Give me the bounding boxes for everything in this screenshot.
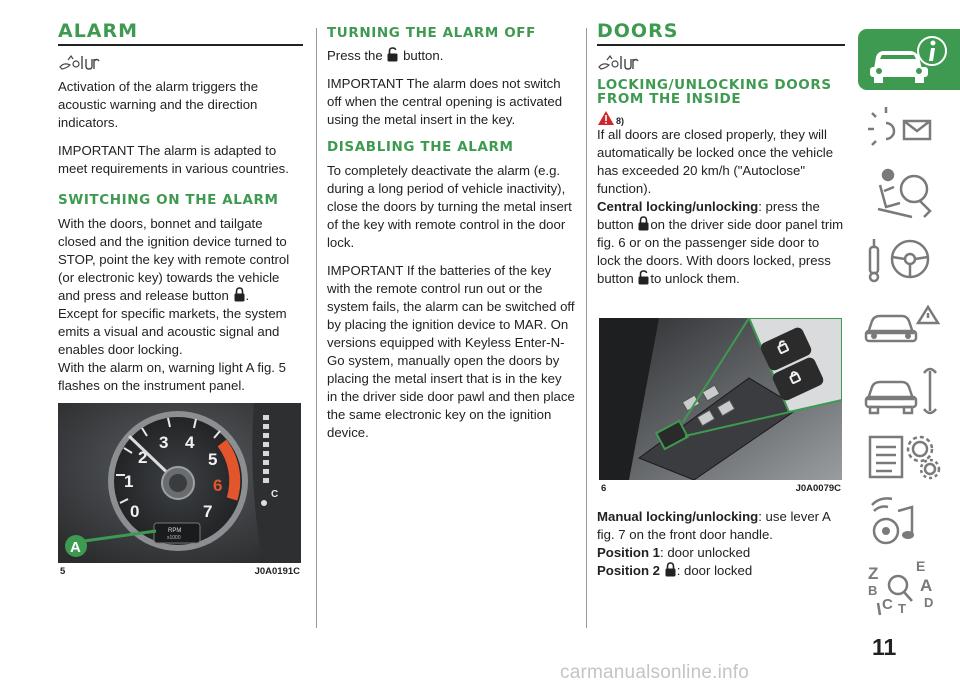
- figure-6-caption: [601, 483, 841, 494]
- figure-5-caption: [60, 566, 300, 577]
- column-doors: [597, 0, 845, 288]
- index-letter-c: C: [882, 596, 893, 613]
- central-text-b: on the driver side door panel trim fig. 6 or on the passenger side door to lock the doors. With doors locked, press button: [597, 217, 844, 286]
- figure-6-number: 6: [601, 483, 607, 494]
- alphabetical-index-icon: [858, 557, 960, 619]
- central-locking-label: Central locking/unlocking: [597, 199, 759, 214]
- figure-5-number: 5: [60, 566, 66, 577]
- elum-variant-icon: [597, 52, 639, 72]
- position-2-label: Position 2: [597, 563, 661, 578]
- car-accident-icon: [858, 293, 960, 354]
- temperature-c-label: C: [271, 489, 279, 500]
- padlock-icon: [638, 216, 649, 231]
- turn-off-important: IMPORTANT The alarm does not switch off when the central opening is activated using the metal insert in the key.: [327, 76, 563, 127]
- tab-servicing[interactable]: [858, 359, 960, 420]
- column-alarm: [58, 0, 303, 395]
- tab-safety[interactable]: [858, 161, 960, 222]
- position-2-desc: : door locked: [676, 563, 753, 578]
- dial-number-4: 4: [185, 433, 195, 452]
- dial-number-6: 6: [213, 476, 223, 495]
- index-letter-a: A: [920, 576, 933, 595]
- watermark: carmanualsonline.info: [560, 662, 750, 683]
- manual-locking-label: Manual locking/unlocking: [597, 509, 759, 524]
- airbag-safety-icon: [858, 161, 960, 222]
- elum-variant-icon: [58, 52, 100, 72]
- dial-number-3: 3: [159, 433, 169, 452]
- warning-ref-number: 8): [616, 116, 625, 126]
- tab-specifications[interactable]: [858, 425, 960, 486]
- central-locking-text: [597, 198, 845, 288]
- turn-off-text-b: button.: [403, 48, 444, 63]
- steering-wheel-key-icon: [858, 227, 960, 288]
- heading-turning-off: TURNING THE ALARM OFF: [327, 25, 536, 41]
- door-switch-illustration: [599, 318, 842, 480]
- tab-starting-driving[interactable]: [858, 227, 960, 288]
- turn-off-text: [327, 47, 575, 65]
- index-letter-z: Z: [868, 564, 879, 583]
- tab-index[interactable]: [858, 557, 960, 619]
- callout-a: A: [70, 539, 81, 556]
- specifications-gear-icon: [858, 425, 960, 486]
- index-letter-b: B: [868, 583, 878, 598]
- open-padlock-icon: [387, 47, 398, 62]
- car-info-icon: [858, 29, 960, 90]
- warning-reference: [597, 110, 845, 126]
- disabling-text: To completely deactivate the alarm (e.g. during a long period of vehicle inactivity), close the doors by turning the metal insert of the key with remote control in the door lock.: [327, 163, 572, 250]
- dial-number-0: 0: [130, 502, 140, 521]
- central-text-a: : press the button: [597, 199, 820, 232]
- tachometer-illustration: [58, 403, 301, 563]
- warning-light-text: With the alarm on, warning light A fig. 5 flashes on the instrument panel.: [58, 360, 286, 393]
- section-title-alarm: ALARM: [58, 0, 303, 46]
- padlock-icon: [665, 562, 676, 577]
- central-text-c: to unlock them.: [650, 271, 740, 286]
- alarm-important: IMPORTANT The alarm is adapted to meet requirements in various countries.: [58, 143, 289, 176]
- turn-off-text-a: Press the: [327, 48, 383, 63]
- autoclose-text: If all doors are closed properly, they will automatically be locked once the vehicle has exceeded 20 km/h ("Autoclose" function).: [597, 127, 834, 196]
- padlock-icon: [234, 287, 245, 302]
- index-letter-e: E: [916, 558, 926, 574]
- index-letter-d: D: [924, 595, 934, 610]
- manual-locking-block: [597, 508, 845, 580]
- column-alarm-off: [327, 0, 575, 442]
- figure-5-instrument-panel: [58, 403, 301, 563]
- heading-disabling: DISABLING THE ALARM: [327, 139, 514, 155]
- position-1-text: [597, 544, 845, 562]
- switch-on-text-a: With the doors, bonnet and tailgate closed and the ignition device turned to STOP, point the key with remote control (or electronic key) towards the vehicle and press and release button: [58, 216, 290, 303]
- car-service-icon: [858, 359, 960, 420]
- index-letter-t: T: [898, 601, 906, 616]
- warning-triangle-icon: [597, 110, 615, 126]
- open-padlock-icon: [638, 270, 649, 285]
- specific-markets-text: Except for specific markets, the system emits a visual and acoustic signal and enables door locking.: [58, 306, 287, 357]
- multimedia-music-icon: [858, 491, 960, 552]
- column-divider: [586, 28, 587, 628]
- alarm-intro: Activation of the alarm triggers the acoustic warning and the direction indicators.: [58, 79, 259, 130]
- figure-6-door-lock-switch: [599, 318, 842, 480]
- position-2-text: [597, 562, 845, 580]
- manual-locking-text: [597, 508, 845, 544]
- switch-on-text-b: .: [245, 288, 250, 303]
- position-1-desc: : door unlocked: [660, 545, 751, 560]
- tab-dashboard-lights[interactable]: [858, 95, 960, 156]
- figure-6-code: J0A0079C: [795, 483, 841, 494]
- page-number: 11: [872, 634, 897, 660]
- section-title-doors: DOORS: [597, 0, 845, 46]
- column-divider: [316, 28, 317, 628]
- dial-number-1: 1: [124, 472, 134, 491]
- dial-number-7: 7: [203, 502, 213, 521]
- tab-multimedia[interactable]: [858, 491, 960, 552]
- disabling-important: IMPORTANT If the batteries of the key with the remote control run out or the system fails, the alarm can be switched off by placing the ignition device to MAR. On versions equipped with Keyless Enter-N-Go system, manually open the doors by placing the metal insert that is in the key in the driver side door pawl and then place the same electronic key on the ignition device.: [327, 263, 575, 440]
- heading-locking-inside: LOCKING/UNLOCKING DOORS FROM THE INSIDE: [597, 77, 832, 107]
- figure-5-code: J0A0191C: [254, 566, 300, 577]
- dashboard-lights-icon: [858, 95, 960, 156]
- tab-car-info[interactable]: [858, 29, 960, 90]
- heading-switching-on: SWITCHING ON THE ALARM: [58, 192, 279, 208]
- tab-emergency[interactable]: [858, 293, 960, 354]
- dial-number-5: 5: [208, 450, 218, 469]
- switch-on-text: [58, 215, 303, 305]
- rpm-label: RPM: [168, 528, 182, 534]
- dial-number-2: 2: [138, 448, 148, 467]
- rpm-sub-label: x1000: [167, 535, 181, 541]
- manual-locking-desc: : use lever A fig. 7 on the front door handle.: [597, 509, 831, 542]
- position-1-label: Position 1: [597, 545, 661, 560]
